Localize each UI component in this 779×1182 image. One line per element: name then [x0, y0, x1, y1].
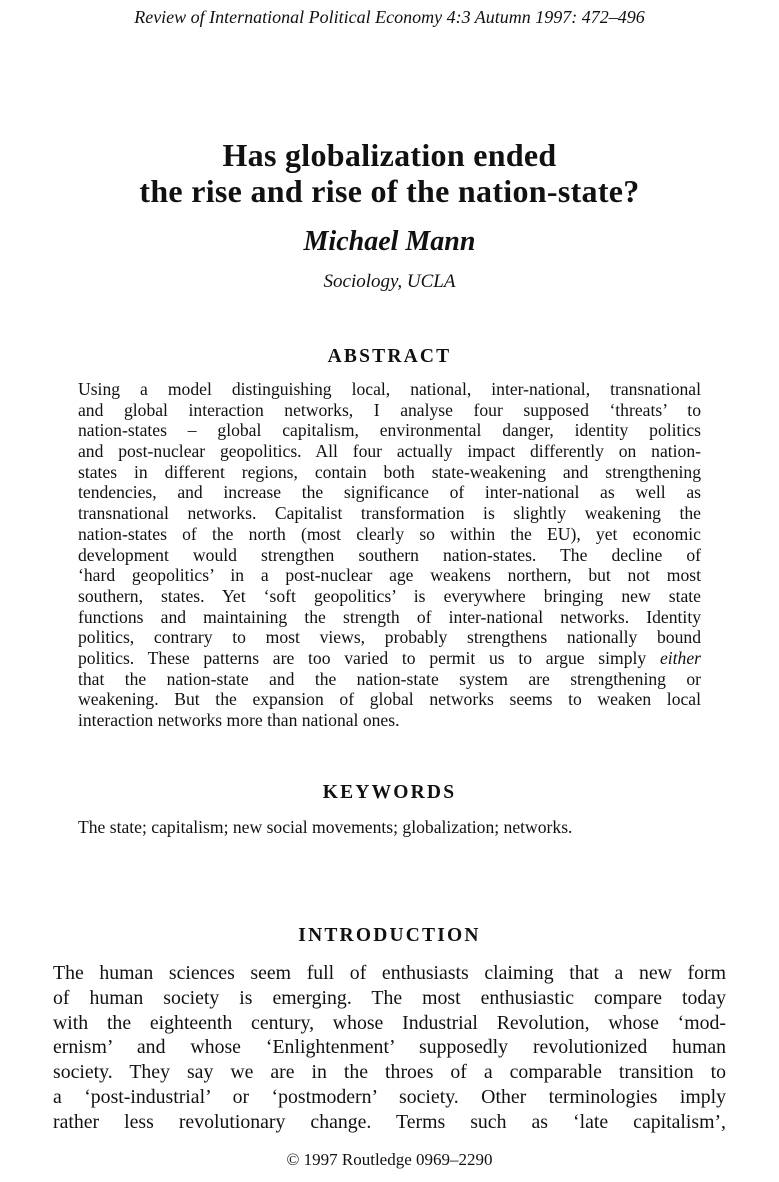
intro-line: society. They say we are in the throes of a comparable transition to — [53, 1061, 726, 1084]
author-name: Michael Mann — [303, 226, 476, 257]
abstract-line: weakening. But the expansion of global networks seems to weaken local — [78, 689, 701, 710]
intro-line: The human sciences seem full of enthusiasts claiming that a new form — [53, 962, 726, 984]
intro-line: a ‘post-industrial’ or ‘postmodern’ society. Other terminologies imply — [53, 1085, 726, 1108]
abstract-line: politics, contrary to most views, probably strengthens nationally bound — [78, 627, 701, 648]
intro-line: rather less revolutionary change. Terms such as ‘late capitalism’, — [53, 1110, 726, 1133]
abstract-line: ‘hard geopolitics’ in a post-nuclear age weakens northern, but not most — [78, 565, 701, 586]
intro-line: with the eighteenth century, whose Industrial Revolution, whose ‘mod- — [53, 1011, 726, 1034]
keywords-heading: KEYWORDS — [322, 782, 457, 803]
abstract-body — [78, 379, 701, 731]
author-affiliation: Sociology, UCLA — [323, 271, 456, 292]
abstract-line-text: politics. These patterns are too varied to permit us to argue simply — [78, 647, 660, 668]
abstract-line: Using a model distinguishing local, national, inter-national, transnational — [78, 379, 701, 399]
abstract-line: development would strengthen southern nation-states. The decline of — [78, 544, 701, 565]
emphasized-word: either — [659, 647, 701, 668]
copyright-footer: © 1997 Routledge 0969–2290 — [286, 1150, 493, 1169]
abstract-line: that the nation-state and the nation-state system are strengthening or — [78, 668, 701, 689]
abstract-line: and global interaction networks, I analyse four supposed ‘threats’ to — [78, 399, 701, 420]
abstract-heading: ABSTRACT — [327, 346, 452, 367]
abstract-line: tendencies, and increase the significance of inter-national as well as — [78, 482, 701, 503]
abstract-line: nation-states of the north (most clearly so within the EU), yet economic — [78, 523, 701, 544]
abstract-line: transnational networks. Capitalist transformation is slightly weakening the — [78, 503, 701, 524]
abstract-line: states in different regions, contain both state-weakening and strengthening — [78, 461, 701, 482]
journal-citation: Review of International Political Economy 4:3 Autumn 1997: 472–496 — [134, 7, 645, 27]
abstract-line: nation-states – global capitalism, environmental danger, identity politics — [78, 420, 701, 441]
intro-line: of human society is emerging. The most enthusiastic compare today — [53, 986, 726, 1009]
intro-line: ernism’ and whose ‘Enlightenment’ supposedly revolutionized human — [53, 1036, 726, 1059]
keywords-list: The state; capitalism; new social movements; globalization; networks. — [78, 817, 573, 837]
abstract-line: interaction networks more than national ones. — [78, 710, 400, 730]
article-title-line-1: Has globalization ended — [222, 137, 557, 173]
abstract-line: and post-nuclear geopolitics. All four actually impact differently on nation- — [78, 441, 701, 462]
introduction-body — [53, 961, 726, 1135]
introduction-heading: INTRODUCTION — [298, 925, 481, 946]
article-title-line-2: the rise and rise of the nation-state? — [139, 173, 640, 209]
abstract-line: functions and maintaining the strength of inter-national networks. Identity — [78, 606, 701, 627]
abstract-line — [78, 648, 701, 669]
abstract-line: southern, states. Yet ‘soft geopolitics’ is everywhere bringing new state — [78, 585, 701, 606]
